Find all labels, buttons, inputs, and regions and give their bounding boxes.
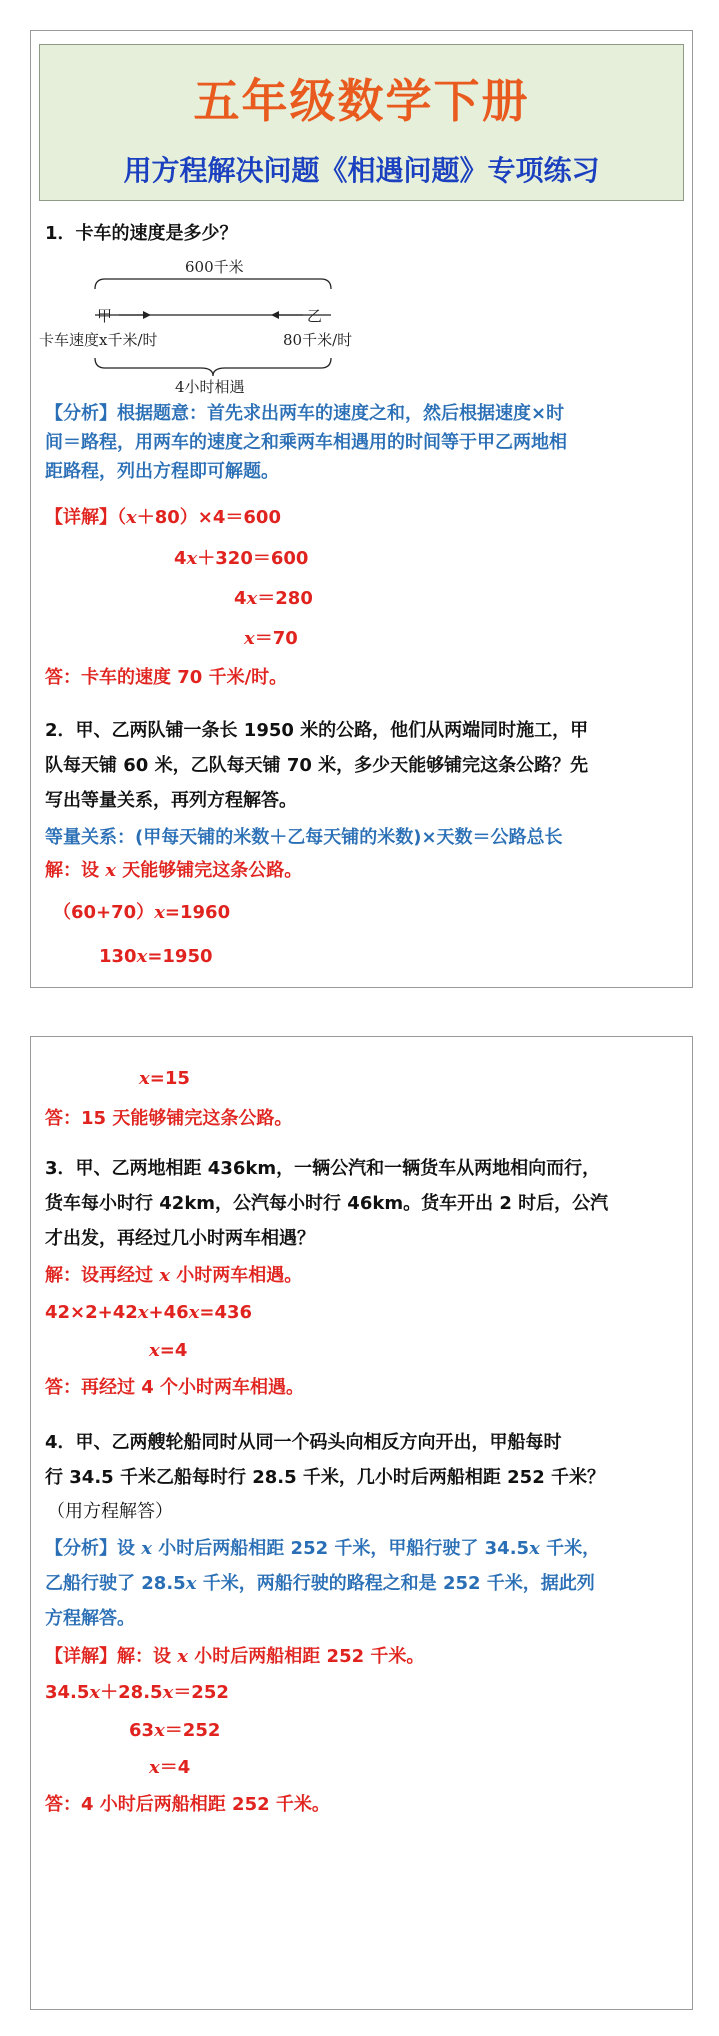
q2-eq-2: 130x=1950 xyxy=(99,946,213,967)
q3-solution: 解：设再经过 x 小时两车相遇。 xyxy=(45,1265,303,1286)
q2-answer: 答：15 天能够铺完这条公路。 xyxy=(45,1108,293,1129)
q2-line-1: 2．甲、乙两队铺一条长 1950 米的公路，他们从两端同时施工，甲 xyxy=(45,720,589,741)
q4-analysis-line-1: 【分析】设 x 小时后两船相距 252 千米，甲船行驶了 34.5x 千米， xyxy=(45,1538,601,1559)
q3-eq-1: 42×2+42x+46x=436 xyxy=(45,1302,253,1323)
page-title: 五年级数学下册 xyxy=(193,74,530,128)
diagram-meet-time: 4小时相遇 xyxy=(175,378,245,396)
diagram-other-speed: 80千米/时 xyxy=(283,331,353,349)
q4-eq-3: x＝4 xyxy=(149,1757,191,1778)
q1-detail-eq-4: x＝70 xyxy=(244,628,298,649)
q1-analysis-line-2: 间＝路程，用两车的速度之和乘两车相遇用的时间等于甲乙两地相 xyxy=(45,432,567,453)
q4-analysis-line-2: 乙船行驶了 28.5x 千米，两船行驶的路程之和是 252 千米，据此列 xyxy=(45,1573,595,1594)
q2-eq-3: x=15 xyxy=(139,1068,190,1089)
page-two xyxy=(30,1036,693,2010)
q4-line-3: （用方程解答） xyxy=(47,1501,173,1522)
q4-answer: 答：4 小时后两船相距 252 千米。 xyxy=(45,1794,330,1815)
q2-eq-1: （60+70）x=1960 xyxy=(53,902,231,923)
q1-analysis-line-1: 【分析】根据题意：首先求出两车的速度之和，然后根据速度×时 xyxy=(45,403,565,424)
q1-question: 1．卡车的速度是多少？ xyxy=(45,223,238,244)
q2-relation: 等量关系：(甲每天铺的米数＋乙每天铺的米数)×天数＝公路总长 xyxy=(45,827,563,848)
q4-line-1: 4．甲、乙两艘轮船同时从同一个码头向相反方向开出，甲船每时 xyxy=(45,1432,562,1453)
q1-detail-eq-1: 【详解】（x＋80）×4＝600 xyxy=(45,507,281,528)
diagram-yi-label: 乙 xyxy=(307,307,323,325)
page-one xyxy=(30,30,693,988)
q3-line-3: 才出发，再经过几小时两车相遇？ xyxy=(45,1228,315,1249)
q2-solution: 解：设 x 天能够铺完这条公路。 xyxy=(45,860,303,881)
q3-answer: 答：再经过 4 个小时两车相遇。 xyxy=(45,1377,305,1398)
q4-eq-2: 63x＝252 xyxy=(129,1720,221,1741)
q1-analysis-line-3: 距路程，列出方程即可解题。 xyxy=(45,461,279,482)
diagram-truck-speed: 卡车速度x千米/时 xyxy=(39,331,158,349)
page-subtitle: 用方程解决问题《相遇问题》专项练习 xyxy=(123,154,600,187)
q4-analysis-line-3: 方程解答。 xyxy=(45,1608,135,1629)
diagram-jia-label: 甲 xyxy=(97,307,113,325)
q1-detail-eq-2: 4x＋320＝600 xyxy=(174,548,309,569)
q3-line-2: 货车每小时行 42km，公汽每小时行 46km。货车开出 2 时后，公汽 xyxy=(45,1193,609,1214)
q4-line-2: 行 34.5 千米乙船每时行 28.5 千米，几小时后两船相距 252 千米？ xyxy=(45,1467,605,1488)
q2-line-2: 队每天铺 60 米，乙队每天铺 70 米，多少天能够铺完这条公路？先 xyxy=(45,755,589,776)
diagram-total-distance: 600千米 xyxy=(185,258,244,276)
q4-eq-1: 34.5x＋28.5x＝252 xyxy=(45,1682,229,1703)
q3-eq-2: x=4 xyxy=(149,1340,188,1361)
detail-label: 【详解】 xyxy=(45,507,117,528)
q3-line-1: 3．甲、乙两地相距 436km，一辆公汽和一辆货车从两地相向而行， xyxy=(45,1158,601,1179)
q1-detail-eq-3: 4x＝280 xyxy=(234,588,313,609)
q4-detail: 【详解】解：设 x 小时后两船相距 252 千米。 xyxy=(45,1646,425,1667)
q2-line-3: 写出等量关系，再列方程解答。 xyxy=(45,790,297,811)
q1-answer: 答：卡车的速度 70 千米/时。 xyxy=(45,667,288,688)
